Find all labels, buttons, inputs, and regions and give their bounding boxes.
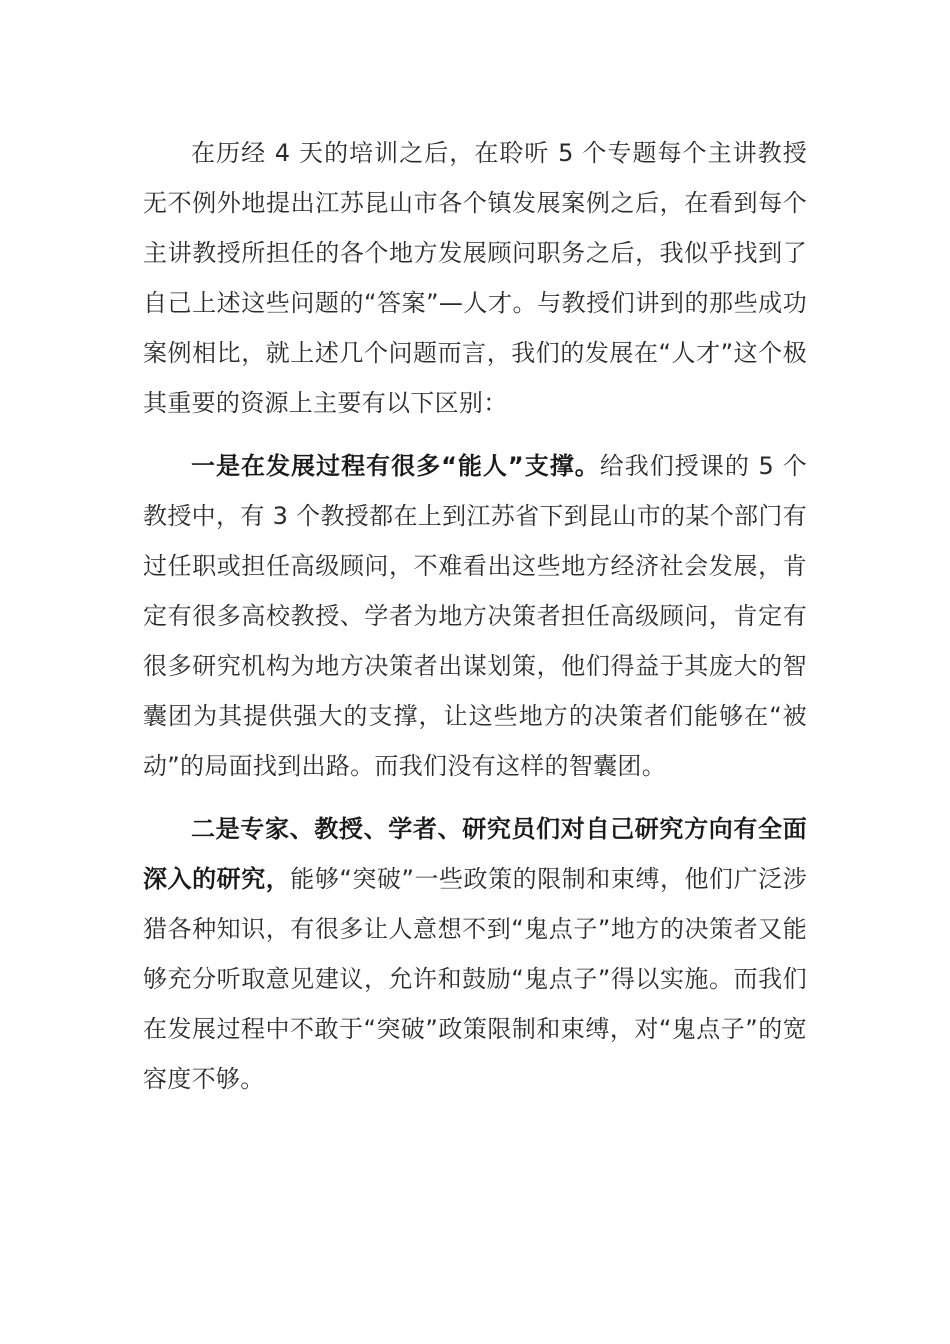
paragraph-point-two — [143, 804, 807, 1104]
paragraph-text: 在历经 4 天的培训之后，在聆听 5 个专题每个主讲教授无不例外地提出江苏昆山市各个镇发展案例之后，在看到每个主讲教授所担任的各个地方发展顾问职务之后，我似乎找到了自己上述这些问题的“答案”—人才。与教授们讲到的那些成功案例相比，就上述几个问题而言，我们的发展在“人才”这个极其重要的资源上主要有以下区别： — [143, 139, 807, 417]
paragraph-intro — [143, 128, 807, 428]
paragraph-lead: 二是专家、教授、学者、研究员们对自己研究方向有全面深入的研究， — [143, 815, 807, 893]
paragraph-text: 给我们授课的 5 个教授中，有 3 个教授都在上到江苏省下到昆山市的某个部门有过任职或担任高级顾问，不难看出这些地方经济社会发展，肯定有很多高校教授、学者为地方决策者担任高级顾问，肯定有很多研究机构为地方决策者出谋划策，他们得益于其庞大的智囊团为其提供强大的支撑，让这些地方的决策者们能够在“被动”的局面找到出路。而我们没有这样的智囊团。 — [143, 452, 807, 780]
paragraph-lead: 一是在发展过程有很多“能人”支撑。 — [191, 452, 600, 480]
paragraph-text: 能够“突破”一些政策的限制和束缚，他们广泛涉猎各种知识，有很多让人意想不到“鬼点子”地方的决策者又能够充分听取意见建议，允许和鼓励“鬼点子”得以实施。而我们在发展过程中不敢于“突破”政策限制和束缚，对“鬼点子”的宽容度不够。 — [143, 865, 807, 1093]
paragraph-point-one — [143, 441, 807, 791]
document-body — [143, 128, 807, 1117]
